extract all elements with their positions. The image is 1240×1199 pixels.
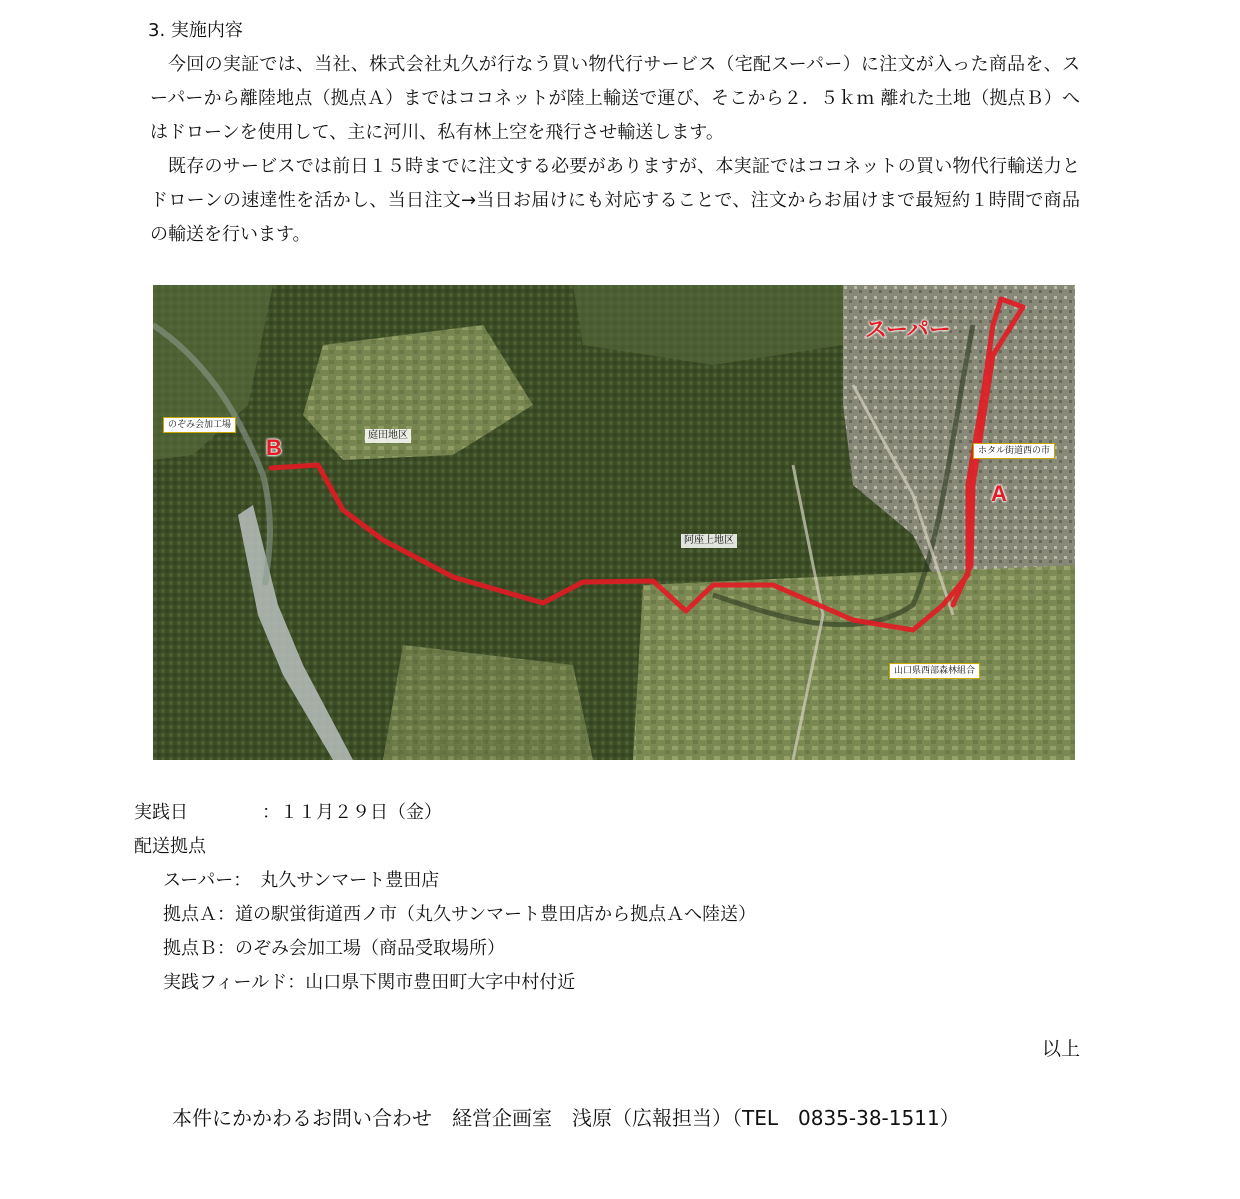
supermarket-marker: スーパー [865, 317, 951, 342]
base-a-marker: A [991, 481, 1007, 506]
route-aerial-map [153, 285, 1075, 760]
base-a-line: 拠点Ａ：道の駅蛍街道西ノ市（丸久サンマート豊田店から拠点Ａへ陸送） [163, 904, 757, 925]
section-heading: 3. 実施内容 [148, 20, 243, 41]
contact-info: 本件にかかわるお問い合わせ 経営企画室 浅原（広報担当）（TEL 0835-38-1511） [172, 1106, 960, 1130]
closing-text: 以上 [1041, 1038, 1080, 1060]
nozomi-factory-label: のぞみ会加工場 [163, 417, 236, 433]
date-value: ：１１月２９日（金） [262, 802, 442, 823]
supermarket-line: スーパー： 丸久サンマート豊田店 [163, 870, 440, 891]
date-row [134, 796, 756, 830]
niwata-district-label: 庭田地区 [365, 429, 411, 443]
implementation-details [134, 796, 756, 1000]
bases-label: 配送拠点 [134, 836, 206, 857]
base-b-line: 拠点Ｂ：のぞみ会加工場（商品受取場所） [163, 938, 505, 959]
forest-union-label: 山口県西部森林組合 [889, 663, 980, 679]
date-label: 実践日 [134, 802, 188, 823]
aerial-photo [153, 285, 1075, 760]
field-line: 実践フィールド：山口県下関市豊田町大字中村付近 [163, 972, 576, 993]
hotaru-market-label: ホタル街道西の市 [973, 443, 1055, 459]
aza-district-label: 阿座上地区 [681, 534, 737, 548]
paragraph-overview: 今回の実証では、当社、株式会社丸久が行なう買い物代行サービス（宅配スーパー）に注文が入った商品を、スーパーから離陸地点（拠点Ａ）まではココネットが陸上輸送で運び、そこから２．５ｋｍ 離れた土地（拠点Ｂ）へはドローンを使用して、主に河川、私有林上空を飛行させ輸送します。 [150, 54, 1080, 143]
paragraph-speed: 既存のサービスでは前日１５時までに注文する必要がありますが、本実証ではココネットの買い物代行輸送力とドローンの速達性を活かし、当日注文→当日お届けにも対応することで、注文からお届けまで最短約１時間で商品の輸送を行います。 [150, 156, 1080, 245]
base-b-marker: B [266, 435, 282, 460]
